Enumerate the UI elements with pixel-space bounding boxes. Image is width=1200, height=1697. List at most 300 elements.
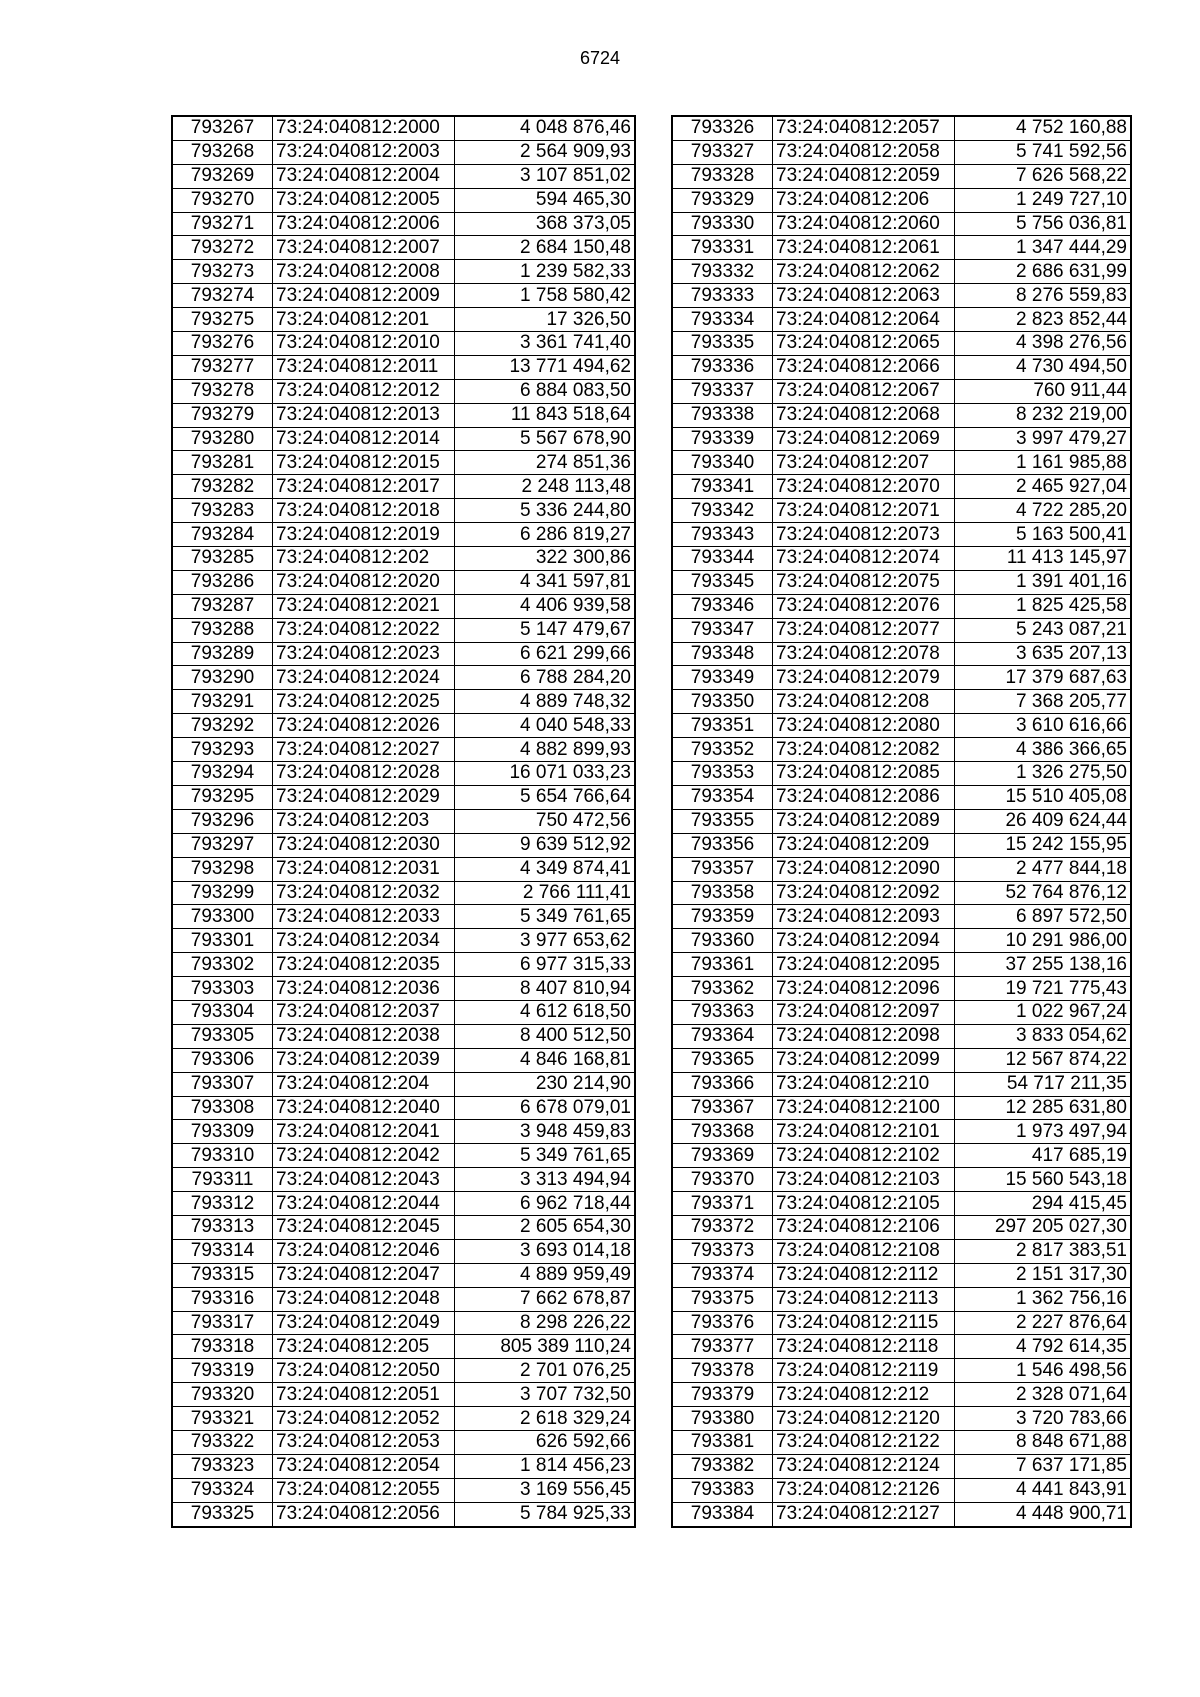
row-number-cell: 793384 [673,1502,773,1526]
row-number-cell: 793294 [173,762,273,786]
table-row [173,1383,635,1407]
cadastral-value-cell: 7 626 568,22 [955,164,1131,188]
row-number-cell: 793310 [173,1144,273,1168]
cadastral-value-cell: 3 720 783,66 [955,1407,1131,1431]
cadastral-value-cell: 750 472,56 [455,809,635,833]
page-number: 6724 [579,48,621,68]
row-number-cell: 793361 [673,953,773,977]
cadastral-number-cell: 73:24:040812:201 [273,308,455,332]
table-row [673,284,1131,308]
cadastral-number-cell: 73:24:040812:2050 [273,1359,455,1383]
table-row [673,690,1131,714]
row-number-cell: 793326 [673,117,773,141]
cadastral-number-cell: 73:24:040812:2017 [273,475,455,499]
table-row [673,666,1131,690]
cadastral-number-cell: 73:24:040812:2095 [773,953,955,977]
row-number-cell: 793280 [173,427,273,451]
table-row [673,1311,1131,1335]
cadastral-number-cell: 73:24:040812:207 [773,451,955,475]
cadastral-number-cell: 73:24:040812:2108 [773,1239,955,1263]
cadastral-value-cell: 2 605 654,30 [455,1215,635,1239]
row-number-cell: 793368 [673,1120,773,1144]
cadastral-value-cell: 4 398 276,56 [955,332,1131,356]
cadastral-value-cell: 1 347 444,29 [955,236,1131,260]
table-row [673,1192,1131,1216]
table-row [173,666,635,690]
table-row [673,1502,1131,1526]
row-number-cell: 793289 [173,642,273,666]
table-row [173,1168,635,1192]
cadastral-number-cell: 73:24:040812:2119 [773,1359,955,1383]
cadastral-value-cell: 4 752 160,88 [955,117,1131,141]
row-number-cell: 793308 [173,1096,273,1120]
table-row [173,1072,635,1096]
cadastral-number-cell: 73:24:040812:2070 [773,475,955,499]
row-number-cell: 793339 [673,427,773,451]
cadastral-value-cell: 8 276 559,83 [955,284,1131,308]
cadastral-number-cell: 73:24:040812:2076 [773,594,955,618]
table-row [173,547,635,571]
table-row [673,1239,1131,1263]
row-number-cell: 793306 [173,1048,273,1072]
table-row [173,785,635,809]
cadastral-value-cell: 2 248 113,48 [455,475,635,499]
cadastral-value-cell: 15 242 155,95 [955,833,1131,857]
cadastral-number-cell: 73:24:040812:2126 [773,1478,955,1502]
row-number-cell: 793270 [173,188,273,212]
cadastral-number-cell: 73:24:040812:2085 [773,762,955,786]
cadastral-number-cell: 73:24:040812:2000 [273,117,455,141]
cadastral-value-cell: 37 255 138,16 [955,953,1131,977]
cadastral-number-cell: 73:24:040812:2019 [273,523,455,547]
cadastral-number-cell: 73:24:040812:2026 [273,714,455,738]
row-number-cell: 793268 [173,140,273,164]
table-row [673,403,1131,427]
row-number-cell: 793355 [673,809,773,833]
row-number-cell: 793296 [173,809,273,833]
cadastral-value-cell: 274 851,36 [455,451,635,475]
cadastral-value-cell: 6 977 315,33 [455,953,635,977]
table-row [173,1000,635,1024]
row-number-cell: 793309 [173,1120,273,1144]
table-row [173,1335,635,1359]
cadastral-number-cell: 73:24:040812:2069 [773,427,955,451]
cadastral-value-cell: 1 391 401,16 [955,570,1131,594]
cadastral-number-cell: 73:24:040812:2028 [273,762,455,786]
cadastral-value-cell: 2 328 071,64 [955,1383,1131,1407]
cadastral-value-cell: 5 147 479,67 [455,618,635,642]
cadastral-value-cell: 3 707 732,50 [455,1383,635,1407]
cadastral-number-cell: 73:24:040812:2027 [273,738,455,762]
cadastral-value-cell: 1 546 498,56 [955,1359,1131,1383]
cadastral-number-cell: 73:24:040812:2029 [273,785,455,809]
row-number-cell: 793346 [673,594,773,618]
cadastral-number-cell: 73:24:040812:2092 [773,881,955,905]
table-row [673,1024,1131,1048]
cadastral-value-cell: 4 846 168,81 [455,1048,635,1072]
table-row [673,833,1131,857]
row-number-cell: 793335 [673,332,773,356]
table-row [173,1478,635,1502]
row-number-cell: 793331 [673,236,773,260]
cadastral-number-cell: 73:24:040812:2011 [273,355,455,379]
cadastral-value-cell: 4 040 548,33 [455,714,635,738]
cadastral-value-cell: 6 788 284,20 [455,666,635,690]
cadastral-value-cell: 54 717 211,35 [955,1072,1131,1096]
table-row [173,594,635,618]
cadastral-number-cell: 73:24:040812:2049 [273,1311,455,1335]
cadastral-value-cell: 8 298 226,22 [455,1311,635,1335]
table-row [173,1311,635,1335]
cadastral-number-cell: 73:24:040812:2082 [773,738,955,762]
table-row [673,1215,1131,1239]
cadastral-number-cell: 73:24:040812:2051 [273,1383,455,1407]
row-number-cell: 793372 [673,1215,773,1239]
table-row [673,1096,1131,1120]
cadastral-number-cell: 73:24:040812:2103 [773,1168,955,1192]
cadastral-number-cell: 73:24:040812:208 [773,690,955,714]
cadastral-number-cell: 73:24:040812:2004 [273,164,455,188]
cadastral-value-cell: 4 889 748,32 [455,690,635,714]
cadastral-value-cell: 230 214,90 [455,1072,635,1096]
row-number-cell: 793327 [673,140,773,164]
cadastral-value-cell: 2 465 927,04 [955,475,1131,499]
cadastral-number-cell: 73:24:040812:2063 [773,284,955,308]
cadastral-number-cell: 73:24:040812:2044 [273,1192,455,1216]
cadastral-value-cell: 5 756 036,81 [955,212,1131,236]
cadastral-value-cell: 760 911,44 [955,379,1131,403]
row-number-cell: 793350 [673,690,773,714]
cadastral-number-cell: 73:24:040812:2078 [773,642,955,666]
table-row [673,809,1131,833]
table-row [173,1359,635,1383]
cadastral-value-cell: 8 407 810,94 [455,977,635,1001]
cadastral-value-cell: 5 243 087,21 [955,618,1131,642]
table-row [173,809,635,833]
table-row [173,236,635,260]
table-row [173,379,635,403]
table-row [173,618,635,642]
row-number-cell: 793334 [673,308,773,332]
cadastral-value-cell: 4 048 876,46 [455,117,635,141]
cadastral-value-cell: 1 239 582,33 [455,260,635,284]
row-number-cell: 793316 [173,1287,273,1311]
row-number-cell: 793286 [173,570,273,594]
row-number-cell: 793281 [173,451,273,475]
table-row [673,1287,1131,1311]
cadastral-value-cell: 4 349 874,41 [455,857,635,881]
table-row [173,1120,635,1144]
row-number-cell: 793374 [673,1263,773,1287]
table-row [173,427,635,451]
cadastral-value-cell: 2 817 383,51 [955,1239,1131,1263]
cadastral-number-cell: 73:24:040812:212 [773,1383,955,1407]
table-row [673,355,1131,379]
table-row [673,929,1131,953]
cadastral-number-cell: 73:24:040812:2079 [773,666,955,690]
row-number-cell: 793365 [673,1048,773,1072]
cadastral-number-cell: 73:24:040812:2008 [273,260,455,284]
cadastral-number-cell: 73:24:040812:2101 [773,1120,955,1144]
cadastral-value-cell: 3 313 494,94 [455,1168,635,1192]
cadastral-number-cell: 73:24:040812:2018 [273,499,455,523]
row-number-cell: 793292 [173,714,273,738]
row-number-cell: 793283 [173,499,273,523]
table-row [173,642,635,666]
cadastral-number-cell: 73:24:040812:2023 [273,642,455,666]
cadastral-value-cell: 4 406 939,58 [455,594,635,618]
cadastral-number-cell: 73:24:040812:2007 [273,236,455,260]
cadastral-number-cell: 73:24:040812:2057 [773,117,955,141]
table-row [673,977,1131,1001]
row-number-cell: 793311 [173,1168,273,1192]
table-row [673,523,1131,547]
cadastral-number-cell: 73:24:040812:2031 [273,857,455,881]
cadastral-number-cell: 73:24:040812:2071 [773,499,955,523]
table-row [673,1478,1131,1502]
cadastral-number-cell: 73:24:040812:2124 [773,1454,955,1478]
table-row [673,570,1131,594]
row-number-cell: 793359 [673,905,773,929]
table-row [673,499,1131,523]
cadastral-value-cell: 3 169 556,45 [455,1478,635,1502]
cadastral-value-cell: 15 510 405,08 [955,785,1131,809]
cadastral-number-cell: 73:24:040812:2122 [773,1430,955,1454]
cadastral-number-cell: 73:24:040812:2105 [773,1192,955,1216]
cadastral-number-cell: 73:24:040812:2080 [773,714,955,738]
table-row [173,857,635,881]
cadastral-value-cell: 6 962 718,44 [455,1192,635,1216]
row-number-cell: 793380 [673,1407,773,1431]
cadastral-value-cell: 5 163 500,41 [955,523,1131,547]
table-row [673,1383,1131,1407]
row-number-cell: 793322 [173,1430,273,1454]
cadastral-number-cell: 73:24:040812:204 [273,1072,455,1096]
cadastral-value-cell: 322 300,86 [455,547,635,571]
cadastral-number-cell: 73:24:040812:2038 [273,1024,455,1048]
cadastral-value-cell: 6 678 079,01 [455,1096,635,1120]
cadastral-value-cell: 1 022 967,24 [955,1000,1131,1024]
table-row [673,1120,1131,1144]
cadastral-number-cell: 73:24:040812:2039 [273,1048,455,1072]
cadastral-number-cell: 73:24:040812:2064 [773,308,955,332]
cadastral-value-cell: 4 889 959,49 [455,1263,635,1287]
row-number-cell: 793277 [173,355,273,379]
row-number-cell: 793297 [173,833,273,857]
table-row [173,523,635,547]
row-number-cell: 793275 [173,308,273,332]
cadastral-value-cell: 1 326 275,50 [955,762,1131,786]
row-number-cell: 793278 [173,379,273,403]
cadastral-number-cell: 73:24:040812:2127 [773,1502,955,1526]
cadastral-number-cell: 73:24:040812:2047 [273,1263,455,1287]
cadastral-number-cell: 73:24:040812:2041 [273,1120,455,1144]
cadastral-number-cell: 73:24:040812:2022 [273,618,455,642]
cadastral-number-cell: 73:24:040812:2020 [273,570,455,594]
cadastral-number-cell: 73:24:040812:2097 [773,1000,955,1024]
cadastral-value-cell: 1 825 425,58 [955,594,1131,618]
table-row [173,1407,635,1431]
cadastral-value-cell: 6 897 572,50 [955,905,1131,929]
cadastral-value-cell: 8 400 512,50 [455,1024,635,1048]
row-number-cell: 793315 [173,1263,273,1287]
table-row [173,1263,635,1287]
row-number-cell: 793305 [173,1024,273,1048]
row-number-cell: 793313 [173,1215,273,1239]
table-row [173,570,635,594]
table-row [673,953,1131,977]
row-number-cell: 793370 [673,1168,773,1192]
table-row [673,1168,1131,1192]
cadastral-value-cell: 16 071 033,23 [455,762,635,786]
row-number-cell: 793301 [173,929,273,953]
cadastral-value-cell: 19 721 775,43 [955,977,1131,1001]
row-number-cell: 793356 [673,833,773,857]
table-row [173,929,635,953]
row-number-cell: 793360 [673,929,773,953]
table-row [173,332,635,356]
cadastral-number-cell: 73:24:040812:2037 [273,1000,455,1024]
cadastral-number-cell: 73:24:040812:2046 [273,1239,455,1263]
cadastral-number-cell: 73:24:040812:2113 [773,1287,955,1311]
cadastral-number-cell: 73:24:040812:2056 [273,1502,455,1526]
cadastral-number-cell: 73:24:040812:210 [773,1072,955,1096]
cadastral-value-table-right [672,116,1131,1527]
table-row [173,260,635,284]
cadastral-value-cell: 3 997 479,27 [955,427,1131,451]
cadastral-value-cell: 2 564 909,93 [455,140,635,164]
table-row [173,308,635,332]
cadastral-number-cell: 73:24:040812:2034 [273,929,455,953]
cadastral-value-cell: 1 973 497,94 [955,1120,1131,1144]
row-number-cell: 793321 [173,1407,273,1431]
table-row [173,690,635,714]
cadastral-value-cell: 2 684 150,48 [455,236,635,260]
table-row [673,260,1131,284]
table-row [673,451,1131,475]
table-row [673,618,1131,642]
row-number-cell: 793348 [673,642,773,666]
table-row [673,547,1131,571]
table-row [673,1359,1131,1383]
row-number-cell: 793314 [173,1239,273,1263]
cadastral-number-cell: 73:24:040812:2093 [773,905,955,929]
row-number-cell: 793307 [173,1072,273,1096]
row-number-cell: 793375 [673,1287,773,1311]
cadastral-value-cell: 15 560 543,18 [955,1168,1131,1192]
cadastral-value-cell: 417 685,19 [955,1144,1131,1168]
cadastral-value-cell: 4 612 618,50 [455,1000,635,1024]
table-row [673,236,1131,260]
cadastral-number-cell: 73:24:040812:2090 [773,857,955,881]
row-number-cell: 793274 [173,284,273,308]
cadastral-number-cell: 73:24:040812:2025 [273,690,455,714]
row-number-cell: 793338 [673,403,773,427]
cadastral-value-cell: 805 389 110,24 [455,1335,635,1359]
row-number-cell: 793299 [173,881,273,905]
row-number-cell: 793273 [173,260,273,284]
row-number-cell: 793302 [173,953,273,977]
cadastral-value-cell: 7 662 678,87 [455,1287,635,1311]
row-number-cell: 793304 [173,1000,273,1024]
cadastral-number-cell: 73:24:040812:2021 [273,594,455,618]
cadastral-number-cell: 73:24:040812:2030 [273,833,455,857]
table-row [673,164,1131,188]
table-row [673,857,1131,881]
cadastral-number-cell: 73:24:040812:2094 [773,929,955,953]
cadastral-value-cell: 2 477 844,18 [955,857,1131,881]
cadastral-value-cell: 8 848 671,88 [955,1430,1131,1454]
cadastral-value-cell: 17 326,50 [455,308,635,332]
table-row [173,762,635,786]
cadastral-value-cell: 3 361 741,40 [455,332,635,356]
cadastral-value-cell: 52 764 876,12 [955,881,1131,905]
row-number-cell: 793318 [173,1335,273,1359]
row-number-cell: 793291 [173,690,273,714]
table-row [173,1096,635,1120]
cadastral-value-cell: 2 686 631,99 [955,260,1131,284]
cadastral-value-cell: 5 567 678,90 [455,427,635,451]
table-row [173,738,635,762]
cadastral-value-cell: 5 784 925,33 [455,1502,635,1526]
row-number-cell: 793271 [173,212,273,236]
cadastral-value-cell: 3 635 207,13 [955,642,1131,666]
row-number-cell: 793354 [673,785,773,809]
cadastral-number-cell: 73:24:040812:2112 [773,1263,955,1287]
cadastral-value-cell: 5 349 761,65 [455,1144,635,1168]
cadastral-number-cell: 73:24:040812:2068 [773,403,955,427]
table-row [173,403,635,427]
cadastral-value-cell: 594 465,30 [455,188,635,212]
row-number-cell: 793325 [173,1502,273,1526]
row-number-cell: 793288 [173,618,273,642]
cadastral-number-cell: 73:24:040812:2102 [773,1144,955,1168]
table-row [673,881,1131,905]
table-row [173,117,635,141]
cadastral-number-cell: 73:24:040812:2012 [273,379,455,403]
row-number-cell: 793293 [173,738,273,762]
row-number-cell: 793376 [673,1311,773,1335]
row-number-cell: 793373 [673,1239,773,1263]
table-row [173,953,635,977]
cadastral-number-cell: 73:24:040812:2089 [773,809,955,833]
cadastral-value-cell: 2 227 876,64 [955,1311,1131,1335]
cadastral-value-cell: 1 161 985,88 [955,451,1131,475]
cadastral-value-cell: 6 286 819,27 [455,523,635,547]
row-number-cell: 793295 [173,785,273,809]
table-row [673,188,1131,212]
cadastral-value-cell: 9 639 512,92 [455,833,635,857]
table-row [673,140,1131,164]
row-number-cell: 793320 [173,1383,273,1407]
row-number-cell: 793330 [673,212,773,236]
cadastral-number-cell: 73:24:040812:2074 [773,547,955,571]
table-row [673,117,1131,141]
row-number-cell: 793364 [673,1024,773,1048]
table-row [173,1454,635,1478]
row-number-cell: 793298 [173,857,273,881]
table-row [673,1144,1131,1168]
cadastral-value-cell: 7 637 171,85 [955,1454,1131,1478]
table-row [673,1000,1131,1024]
cadastral-value-cell: 368 373,05 [455,212,635,236]
row-number-cell: 793358 [673,881,773,905]
row-number-cell: 793328 [673,164,773,188]
cadastral-value-cell: 1 758 580,42 [455,284,635,308]
row-number-cell: 793379 [673,1383,773,1407]
cadastral-value-cell: 4 730 494,50 [955,355,1131,379]
cadastral-number-cell: 73:24:040812:2045 [273,1215,455,1239]
